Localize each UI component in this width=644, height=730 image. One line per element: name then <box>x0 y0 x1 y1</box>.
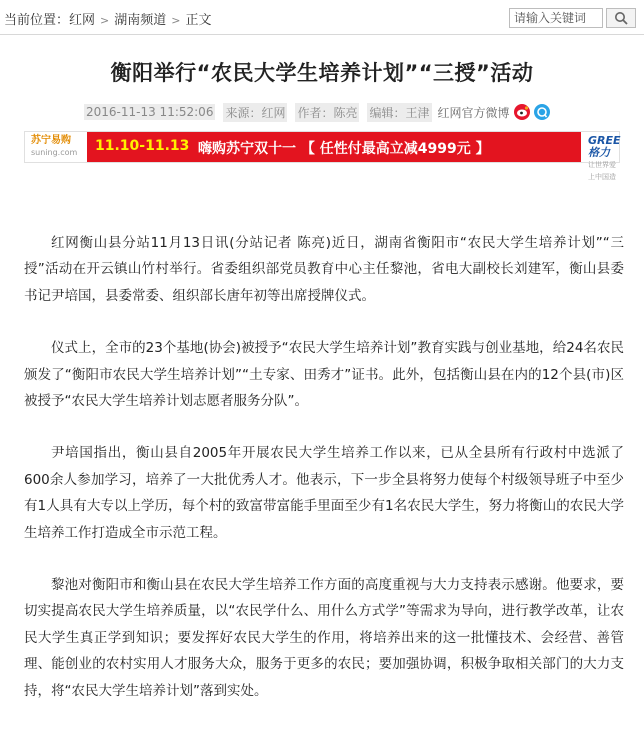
suning-logo: 苏宁易购 suning.com <box>31 135 78 157</box>
article-source: 来源：红网 <box>223 103 287 122</box>
search-button[interactable] <box>606 8 636 28</box>
article-paragraph: 黎池对衡阳市和衡山县在农民大学生培养工作方面的高度重视与大力支持表示感谢。他要求，要切实提高农民大学生培养质量，以“农民学什么、用什么方式学”等需求为导向，进行教学改革，让农民大学生真正学到知识；要发挥好农民大学生的作用，将培养出来的这一批懂技术、会经营、善管理、能创业的农村实用人才服务大众，服务于更多的农民；要加强协调，积极争取相关部门的大力支持，将“农民大学生培养计划”落到实处。 <box>24 577 624 699</box>
breadcrumb-current: 正文 <box>185 13 212 28</box>
article-paragraph: 尹培国指出，衡山县自2005年开展农民大学生培养工作以来，已从全县所有行政村中选派了600余人参加学习，培养了一大批优秀人才。他表示，下一步全县将努力使每个村级领导班子中至少有1人具有大专以上学历，每个村的致富带富能手里面至少有1名农民大学生，努力将衡山的农民大学生培养工作打造成全市示范工程。 <box>24 445 624 541</box>
search-input[interactable]: 请输入关键词 <box>509 8 603 28</box>
search-icon <box>614 11 628 25</box>
banner-promo-text: 嗨购苏宁双十一 【 任性付最高立减4999元 】 <box>198 141 490 157</box>
top-bar <box>0 0 644 35</box>
breadcrumb-prefix: 当前位置： <box>4 13 70 28</box>
article-title: 衡阳举行“农民大学生培养计划”“三授”活动 <box>110 61 534 85</box>
article-meta <box>84 103 550 121</box>
publish-datetime: 2016-11-13 11:52:06 <box>86 105 214 119</box>
advertisement-banner[interactable] <box>24 131 621 181</box>
chevron-right-icon: > <box>100 14 110 27</box>
gree-logo: GREE格力 让世界爱上中国造 <box>588 134 621 181</box>
breadcrumb <box>4 9 212 28</box>
article-paragraph: 仪式上，全市的23个基地(协会)被授予“农民大学生培养计划”教育实践与创业基地，给24名农民颁发了“衡阳市农民大学生培养计划”“土专家、田秀才”证书。此外，包括衡山县在内的12个县(市)区被授予“农民大学生培养计划志愿者服务分队”。 <box>24 340 624 410</box>
chevron-right-icon: > <box>171 14 181 27</box>
share-icon[interactable] <box>534 104 550 120</box>
banner-date-range: 11.10-11.13 <box>95 138 190 154</box>
article-author: 作者：陈亮 <box>295 103 359 122</box>
weibo-icon[interactable] <box>514 104 530 120</box>
article-editor: 编辑：王津 <box>367 103 431 122</box>
breadcrumb-link-hongwang[interactable]: 红网 <box>69 13 96 28</box>
article-paragraph: 红网衡山县分站11月13日讯(分站记者 陈亮)近日，湖南省衡阳市“农民大学生培养计划”“三授”活动在开云镇山竹村举行。省委组织部党员教育中心主任黎池，省电大副校长刘建军，衡山县委书记尹培国，县委常委、组织部长唐年初等出席授牌仪式。 <box>24 235 624 304</box>
weibo-link[interactable]: 红网官方微博 <box>437 105 510 120</box>
breadcrumb-link-hunan[interactable]: 湖南频道 <box>114 13 167 28</box>
article-body <box>24 230 624 730</box>
